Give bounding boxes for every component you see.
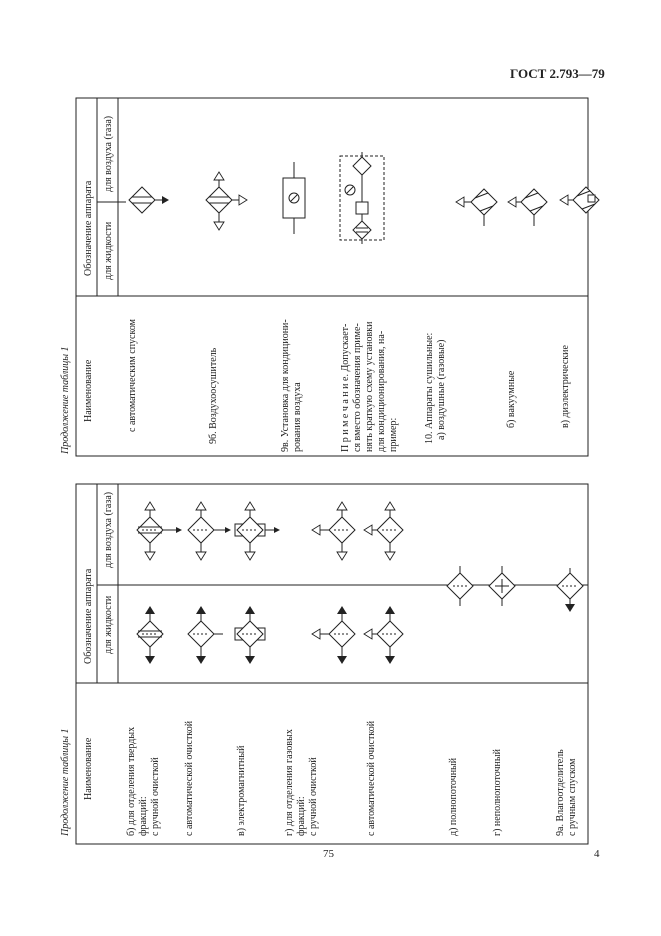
left-row-6-name: д) полнопоточный [448, 757, 459, 836]
left-head-name: Наименование [83, 737, 94, 800]
left-continuation-caption: Продолжение таблицы 1 [60, 728, 71, 836]
left-row-1-name: б) для отделения твердых фракций: с ручной очисткой [126, 726, 161, 836]
right-head-designation: Обозначение аппарата [83, 180, 94, 276]
right-row-5-name: 10. Аппараты сушильные: а) воздушные (газовые) [424, 332, 447, 444]
left-row-2-name: с автоматической очисткой [184, 720, 195, 836]
right-row-7-name: в) диэлектрические [560, 345, 571, 428]
left-row-4-name: г) для отделения газовых фракций: с ручной очисткой [284, 729, 319, 836]
left-head-designation: Обозначение аппарата [83, 568, 94, 664]
right-continuation-caption: Продолжение таблицы 1 [60, 346, 71, 454]
right-row-2-name: 9б. Воздухоосушитель [208, 347, 219, 444]
right-head-air: для воздуха (газа) [103, 115, 114, 192]
right-head-liquid: для жидкости [103, 221, 114, 280]
conditioning-scheme [340, 152, 384, 244]
right-head-name: Наименование [83, 359, 94, 422]
left-head-air: для воздуха (газа) [103, 491, 114, 568]
page-number-left: 75 [323, 848, 334, 860]
left-row-3-name: в) электромагнитный [236, 745, 247, 836]
left-head-liquid: для жидкости [103, 595, 114, 654]
right-row-3-name: 9в. Установка для кондициони- рования воздуха [280, 319, 303, 452]
right-air-symbols [129, 152, 599, 244]
page-number-right: 4 [594, 848, 600, 860]
left-row-7-name: г) неполнопоточный [492, 749, 503, 836]
right-row-6-name: б) вакуумные [506, 370, 517, 428]
standard-number: ГОСТ 2.793—79 [510, 66, 605, 81]
left-row-8-name: 9а. Влагоотделитель с ручным спуском [555, 749, 578, 836]
right-row-4-note: П р и м е ч а н и е. Допускает- ся вместо обозначения приме- нять краткую схему установки для кондиционирования, на- пример: [340, 321, 399, 452]
left-air-symbols [137, 502, 403, 560]
left-liquid-symbols [137, 566, 583, 664]
right-row-1-name: с автоматическим спуском [127, 319, 138, 432]
left-row-5-name: с автоматической очисткой [366, 720, 377, 836]
